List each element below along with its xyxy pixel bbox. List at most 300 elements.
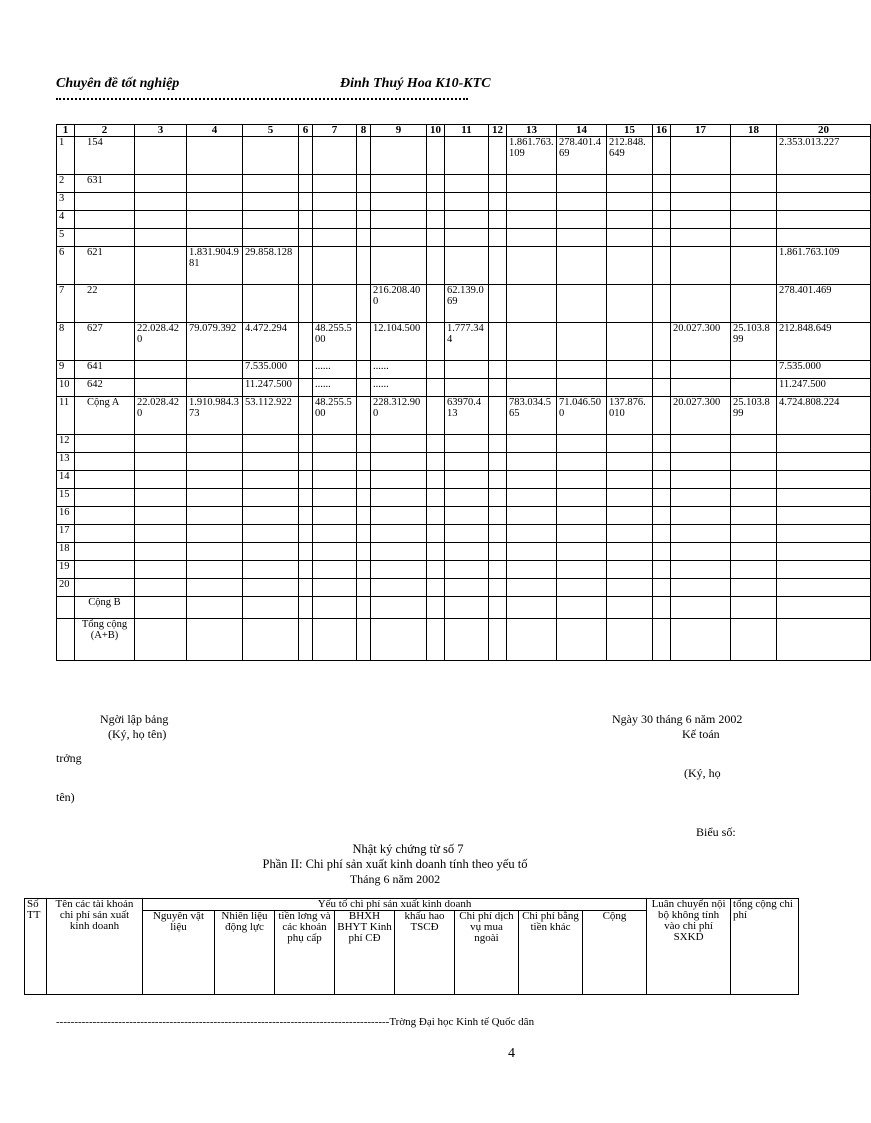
table-cell [313,579,357,597]
table-cell [557,361,607,379]
table-cell [671,361,731,379]
table-cell: 228.312.900 [371,397,427,435]
table-cell [427,597,445,619]
table-cell [427,379,445,397]
table-cell [357,597,371,619]
table-cell [507,579,557,597]
table-cell [653,361,671,379]
table-cell [777,193,871,211]
table-cell [777,507,871,525]
table-cell [777,543,871,561]
table-cell [507,175,557,193]
table-cell: 4.724.808.224 [777,397,871,435]
main-table [56,124,871,661]
table-cell [243,619,299,661]
table-cell [671,579,731,597]
table-cell [371,211,427,229]
table-cell: 11 [57,397,75,435]
table-cell [427,543,445,561]
table-cell [243,525,299,543]
table-row [57,397,871,435]
table-cell [243,229,299,247]
table-cell [671,193,731,211]
table-cell [671,561,731,579]
table-cell: 10 [57,379,75,397]
table-cell [135,507,187,525]
table-cell [75,211,135,229]
table-cell [243,453,299,471]
table-cell [445,175,489,193]
table-cell [299,323,313,361]
table-cell [243,561,299,579]
table-row [57,579,871,597]
table-cell: 20.027.300 [671,397,731,435]
table-cell [607,507,653,525]
table-cell [135,379,187,397]
table-cell [357,397,371,435]
table-cell [731,471,777,489]
h-total: tổng cộng chi phí [731,899,799,995]
table-cell [299,579,313,597]
table-cell [427,525,445,543]
table-cell [489,211,507,229]
table-cell [507,507,557,525]
table-cell [731,525,777,543]
table-cell [445,579,489,597]
page-number: 4 [508,1046,515,1061]
table-cell [135,137,187,175]
table-cell [313,525,357,543]
table-cell [357,579,371,597]
table-cell [557,323,607,361]
table-cell [243,597,299,619]
table-cell [371,619,427,661]
table-cell [507,323,557,361]
table-cell [653,453,671,471]
table-cell [135,247,187,285]
table-cell [557,379,607,397]
table-cell [357,175,371,193]
h-sub-5: Chi phí dịch vụ mua ngoài [455,911,519,995]
table-cell [299,361,313,379]
table-cell [135,435,187,453]
table-cell [243,137,299,175]
table-cell: 22.028.420 [135,397,187,435]
table-cell [607,229,653,247]
table-cell: Tổng cộng (A+B) [75,619,135,661]
table-cell: 631 [75,175,135,193]
table-cell [653,471,671,489]
table-row [57,247,871,285]
table-cell [777,453,871,471]
table-cell [445,247,489,285]
table-cell [371,453,427,471]
table-cell [653,507,671,525]
column-header: 3 [135,125,187,137]
table-cell [427,453,445,471]
table-cell: 212.848.649 [777,323,871,361]
table-cell [427,229,445,247]
table-cell [187,543,243,561]
table-cell [671,137,731,175]
table-cell [357,137,371,175]
table-cell [299,597,313,619]
table-cell [557,619,607,661]
table-cell [607,285,653,323]
table-cell [671,489,731,507]
table-cell [653,137,671,175]
accountant-sign: (Ký, họ [684,766,721,780]
table-cell [653,525,671,543]
table-cell [445,229,489,247]
table-cell: Cộng A [75,397,135,435]
table-cell [75,229,135,247]
table-cell [557,435,607,453]
table-cell [557,229,607,247]
table-cell [489,397,507,435]
table-cell [427,579,445,597]
table-cell [777,579,871,597]
table-cell: 7.535.000 [243,361,299,379]
table-cell [313,285,357,323]
table-cell [135,597,187,619]
table-cell [57,597,75,619]
table-cell [75,453,135,471]
table-cell [427,175,445,193]
table-cell [135,471,187,489]
table-cell [557,175,607,193]
table-cell [427,137,445,175]
table-cell [371,137,427,175]
table-cell [489,193,507,211]
table-cell: 1.777.344 [445,323,489,361]
table-cell [507,561,557,579]
table-cell [243,489,299,507]
h-accounts: Tên các tài khoản chi phí sản xuất kinh doanh [47,899,143,995]
column-header: 13 [507,125,557,137]
table-cell [371,543,427,561]
table-cell [371,229,427,247]
column-header: 1 [57,125,75,137]
column-header: 6 [299,125,313,137]
table-cell [507,471,557,489]
table-cell [243,507,299,525]
table-cell [445,471,489,489]
table-cell [187,211,243,229]
table-cell [671,507,731,525]
table-cell [507,211,557,229]
table-cell: 1.831.904.981 [187,247,243,285]
table-cell [187,597,243,619]
table-cell [187,489,243,507]
table-cell: ...... [371,379,427,397]
table-row [57,285,871,323]
table-cell [299,247,313,285]
table-cell [777,489,871,507]
table-cell [75,579,135,597]
table-cell [371,175,427,193]
table-cell [75,489,135,507]
table-cell [653,379,671,397]
table-cell [731,379,777,397]
table-cell: 12.104.500 [371,323,427,361]
table-cell: 2.353.013.227 [777,137,871,175]
table-cell [357,285,371,323]
table-cell [557,507,607,525]
table-cell: 278.401.469 [777,285,871,323]
table-cell [299,211,313,229]
table-cell [731,489,777,507]
table-cell [427,561,445,579]
table-cell [671,247,731,285]
accountant-label: Kế toán [682,727,720,741]
table-cell [445,193,489,211]
table-cell [75,507,135,525]
table-cell [299,453,313,471]
table-row [57,561,871,579]
table-cell [507,543,557,561]
table-cell [135,579,187,597]
preparer-sign: (Ký, họ tên) [108,727,167,741]
table-cell [653,285,671,323]
table-cell [445,435,489,453]
table-cell [731,193,777,211]
table-cell [653,229,671,247]
table-row [57,323,871,361]
table-cell [313,561,357,579]
table-cell [445,507,489,525]
table-cell [653,561,671,579]
table-cell [653,435,671,453]
h-sub-0: Nguyên vật liệu [143,911,215,995]
table-cell [313,247,357,285]
table-cell [507,525,557,543]
table-row [57,453,871,471]
table-cell [489,323,507,361]
column-header: 5 [243,125,299,137]
table-cell [671,525,731,543]
table-cell [507,361,557,379]
table-cell [371,579,427,597]
table-cell [75,435,135,453]
table-cell [731,229,777,247]
table-cell [731,597,777,619]
table-cell [187,137,243,175]
h-group: Yếu tố chi phí sản xuất kinh doanh [143,899,647,911]
table-cell [427,397,445,435]
table-cell [777,435,871,453]
table-cell [653,579,671,597]
table-cell [507,285,557,323]
table-cell [427,211,445,229]
table-cell [445,597,489,619]
table-cell [187,435,243,453]
table-cell [187,525,243,543]
table-cell [489,285,507,323]
table-cell [777,561,871,579]
table-cell [357,323,371,361]
table-row [57,193,871,211]
table-cell [557,193,607,211]
table-cell [427,471,445,489]
table-cell [489,435,507,453]
table-cell [557,211,607,229]
table-cell [313,175,357,193]
table-cell [357,247,371,285]
table-cell [187,379,243,397]
table-cell: 278.401.469 [557,137,607,175]
table-cell [445,561,489,579]
table-cell [731,137,777,175]
table-cell [653,247,671,285]
table-row [57,211,871,229]
table-cell: 3 [57,193,75,211]
table-cell [489,579,507,597]
table-cell: 13 [57,453,75,471]
table-cell [427,285,445,323]
table-cell [299,471,313,489]
table-cell [243,285,299,323]
table-cell [489,175,507,193]
table-cell [75,525,135,543]
table-cell [299,619,313,661]
table-cell [135,619,187,661]
table-cell [777,211,871,229]
table-cell [371,247,427,285]
table-cell [75,543,135,561]
table-cell [313,435,357,453]
table-cell: 1 [57,137,75,175]
table-cell: 641 [75,361,135,379]
table-cell [557,285,607,323]
table-cell [557,453,607,471]
table-cell [489,507,507,525]
table-cell [313,229,357,247]
table-cell [557,471,607,489]
table-cell: 17 [57,525,75,543]
table-cell [445,211,489,229]
table-cell [557,247,607,285]
table-cell: 20.027.300 [671,323,731,361]
table-cell [671,597,731,619]
table-cell [557,579,607,597]
table-cell [607,525,653,543]
h-sub-6: Chi phí bằng tiền khác [519,911,583,995]
table-cell [371,597,427,619]
table-cell [299,543,313,561]
table-cell [313,453,357,471]
table-cell [731,507,777,525]
table-cell [731,561,777,579]
table-cell [243,471,299,489]
table-cell [731,175,777,193]
column-header: 8 [357,125,371,137]
table-cell: 8 [57,323,75,361]
table-cell [313,211,357,229]
table-cell: 22 [75,285,135,323]
table-cell [671,211,731,229]
table-cell [371,435,427,453]
table-cell: 79.079.392 [187,323,243,361]
table-cell [489,379,507,397]
table-cell [187,507,243,525]
table-cell: 16 [57,507,75,525]
table-cell: 1.861.763.109 [507,137,557,175]
table-cell: 5 [57,229,75,247]
truong-label: trởng [56,751,82,765]
table-cell: 4 [57,211,75,229]
date-line: Ngày 30 tháng 6 năm 2002 [612,712,743,726]
table-cell [187,193,243,211]
table-cell [445,525,489,543]
table-cell: 20 [57,579,75,597]
header-left: Chuyên đề tốt nghiệp [56,76,180,91]
table-cell [507,453,557,471]
table-cell [489,247,507,285]
table-cell [75,193,135,211]
column-header: 9 [371,125,427,137]
table-cell [607,323,653,361]
table-cell [427,247,445,285]
column-header: 7 [313,125,357,137]
table-cell [299,379,313,397]
table-cell [653,211,671,229]
table-cell [607,247,653,285]
h-stt: Số TT [25,899,47,995]
table-cell: 2 [57,175,75,193]
table-cell: 53.112.922 [243,397,299,435]
table-cell [671,379,731,397]
table-row [57,137,871,175]
column-header: 16 [653,125,671,137]
table-cell [777,175,871,193]
table-cell [607,211,653,229]
table-cell [607,543,653,561]
table-cell [357,507,371,525]
table-cell [653,597,671,619]
table-row [57,471,871,489]
table-cell [243,435,299,453]
table-cell [445,489,489,507]
table-cell [507,379,557,397]
table-cell [299,507,313,525]
table-cell: 14 [57,471,75,489]
table-cell [489,361,507,379]
table-cell [187,579,243,597]
table-cell [777,229,871,247]
table-cell [427,193,445,211]
table-cell [243,211,299,229]
table-cell [607,597,653,619]
table-cell: 642 [75,379,135,397]
table-cell [489,597,507,619]
table-cell [313,619,357,661]
journal-title: Nhật ký chứng từ số 7 [352,842,464,856]
table-cell [299,435,313,453]
table-cell [731,579,777,597]
table-cell [557,543,607,561]
table-cell: 1.910.984.373 [187,397,243,435]
table-cell: 11.247.500 [777,379,871,397]
table-row [57,379,871,397]
table-cell [243,543,299,561]
table-cell: 6 [57,247,75,285]
column-header: 18 [731,125,777,137]
table-row [57,229,871,247]
table-cell [299,193,313,211]
table-cell [187,619,243,661]
table-cell [507,193,557,211]
